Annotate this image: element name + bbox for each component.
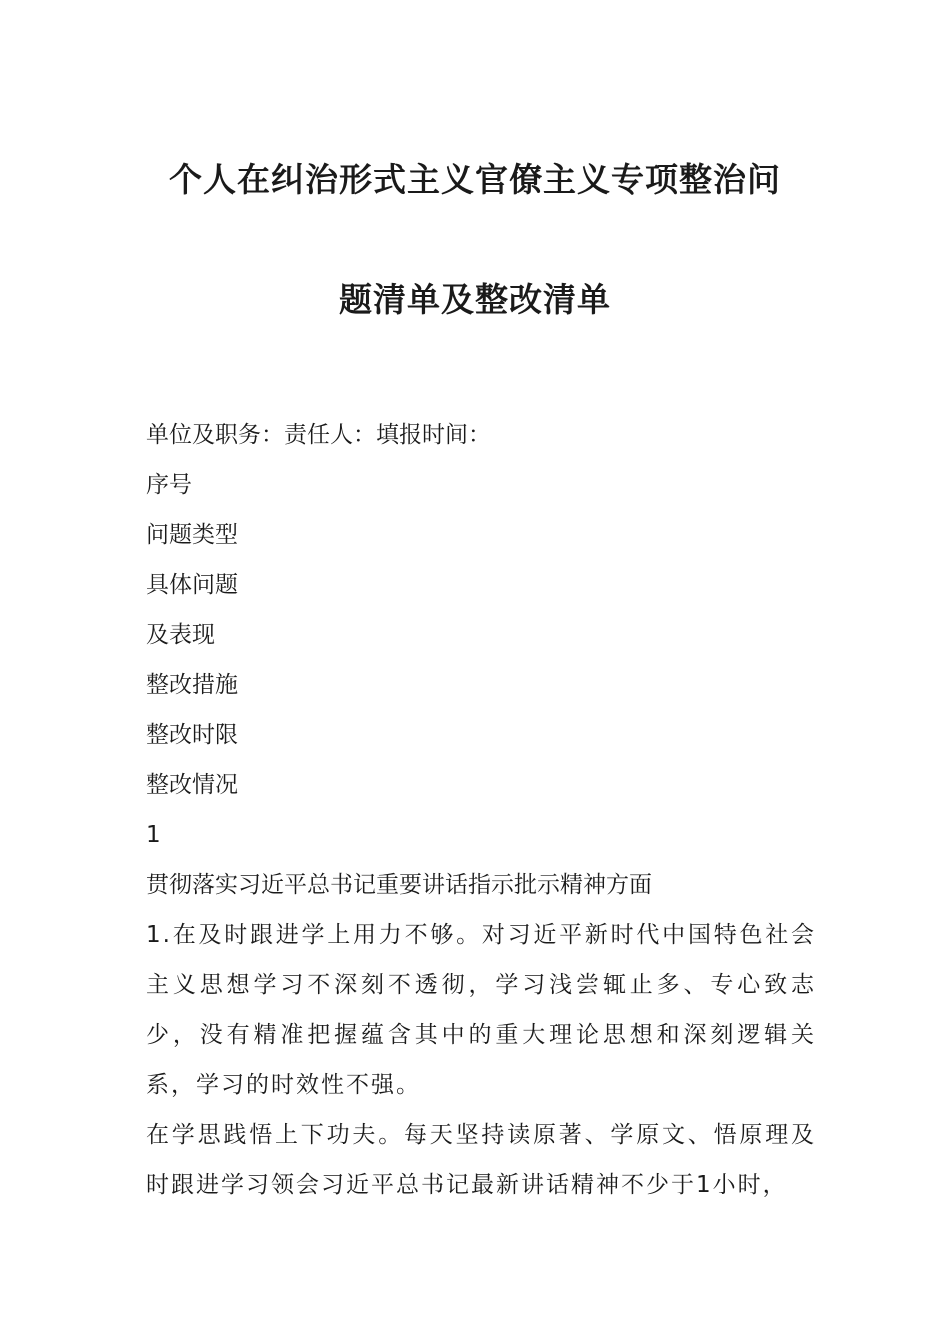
document-title-line1: 个人在纠治形式主义官僚主义专项整治问 <box>169 160 781 199</box>
header-status: 整改情况 <box>146 772 238 798</box>
header-specific-problem: 具体问题 <box>146 572 238 598</box>
header-serial: 序号 <box>146 472 192 498</box>
header-measures: 整改措施 <box>146 672 238 698</box>
document-title-line2: 题清单及整改清单 <box>339 280 611 319</box>
header-manifestation: 及表现 <box>146 622 215 648</box>
problem-description: 1.在及时跟进学上用力不够。对习近平新时代中国特色社会主义思想学习不深刻不透彻，学习浅尝辄止多、专心致志少，没有精准把握蕴含其中的重大理论思想和深刻逻辑关系，学习的时效性不强。 <box>146 922 816 1098</box>
row-number: 1 <box>146 822 161 848</box>
document-body <box>146 410 816 1210</box>
rectification-measure: 在学思践悟上下功夫。每天坚持读原著、学原文、悟原理及时跟进学习领会习近平总书记最新讲话精神不少于1小时， <box>146 1122 816 1198</box>
problem-category: 贯彻落实习近平总书记重要讲话指示批示精神方面 <box>146 872 652 898</box>
header-problem-type: 问题类型 <box>146 522 238 548</box>
info-line: 单位及职务：责任人：填报时间： <box>146 422 491 448</box>
header-deadline: 整改时限 <box>146 722 238 748</box>
